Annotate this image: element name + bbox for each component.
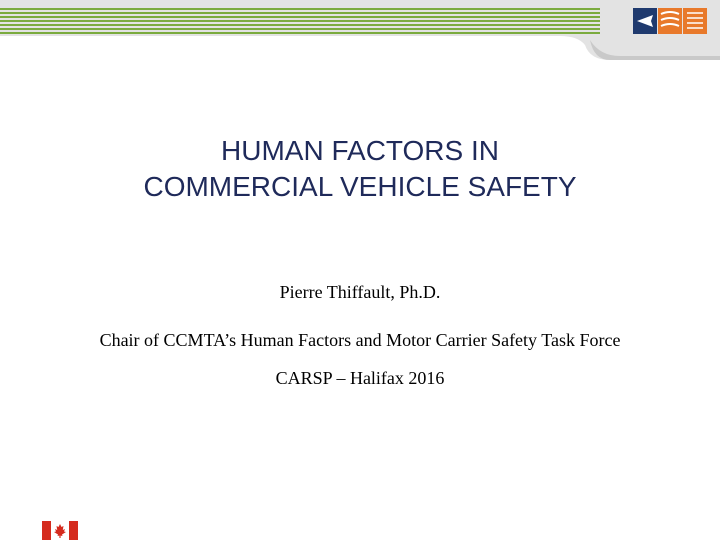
transport-logo-icon <box>633 8 707 34</box>
author-name: Pierre Thiffault, Ph.D. <box>279 282 441 302</box>
author-role: Chair of CCMTA’s Human Factors and Motor Carrier Safety Task Force <box>99 330 621 350</box>
header-banner <box>0 0 720 60</box>
title-line-2: COMMERCIAL VEHICLE SAFETY <box>143 171 577 202</box>
title-line-1: HUMAN FACTORS IN <box>221 135 499 166</box>
canada-flag-icon <box>42 521 78 540</box>
slide-title <box>60 133 660 205</box>
event-name: CARSP – Halifax 2016 <box>275 368 445 388</box>
